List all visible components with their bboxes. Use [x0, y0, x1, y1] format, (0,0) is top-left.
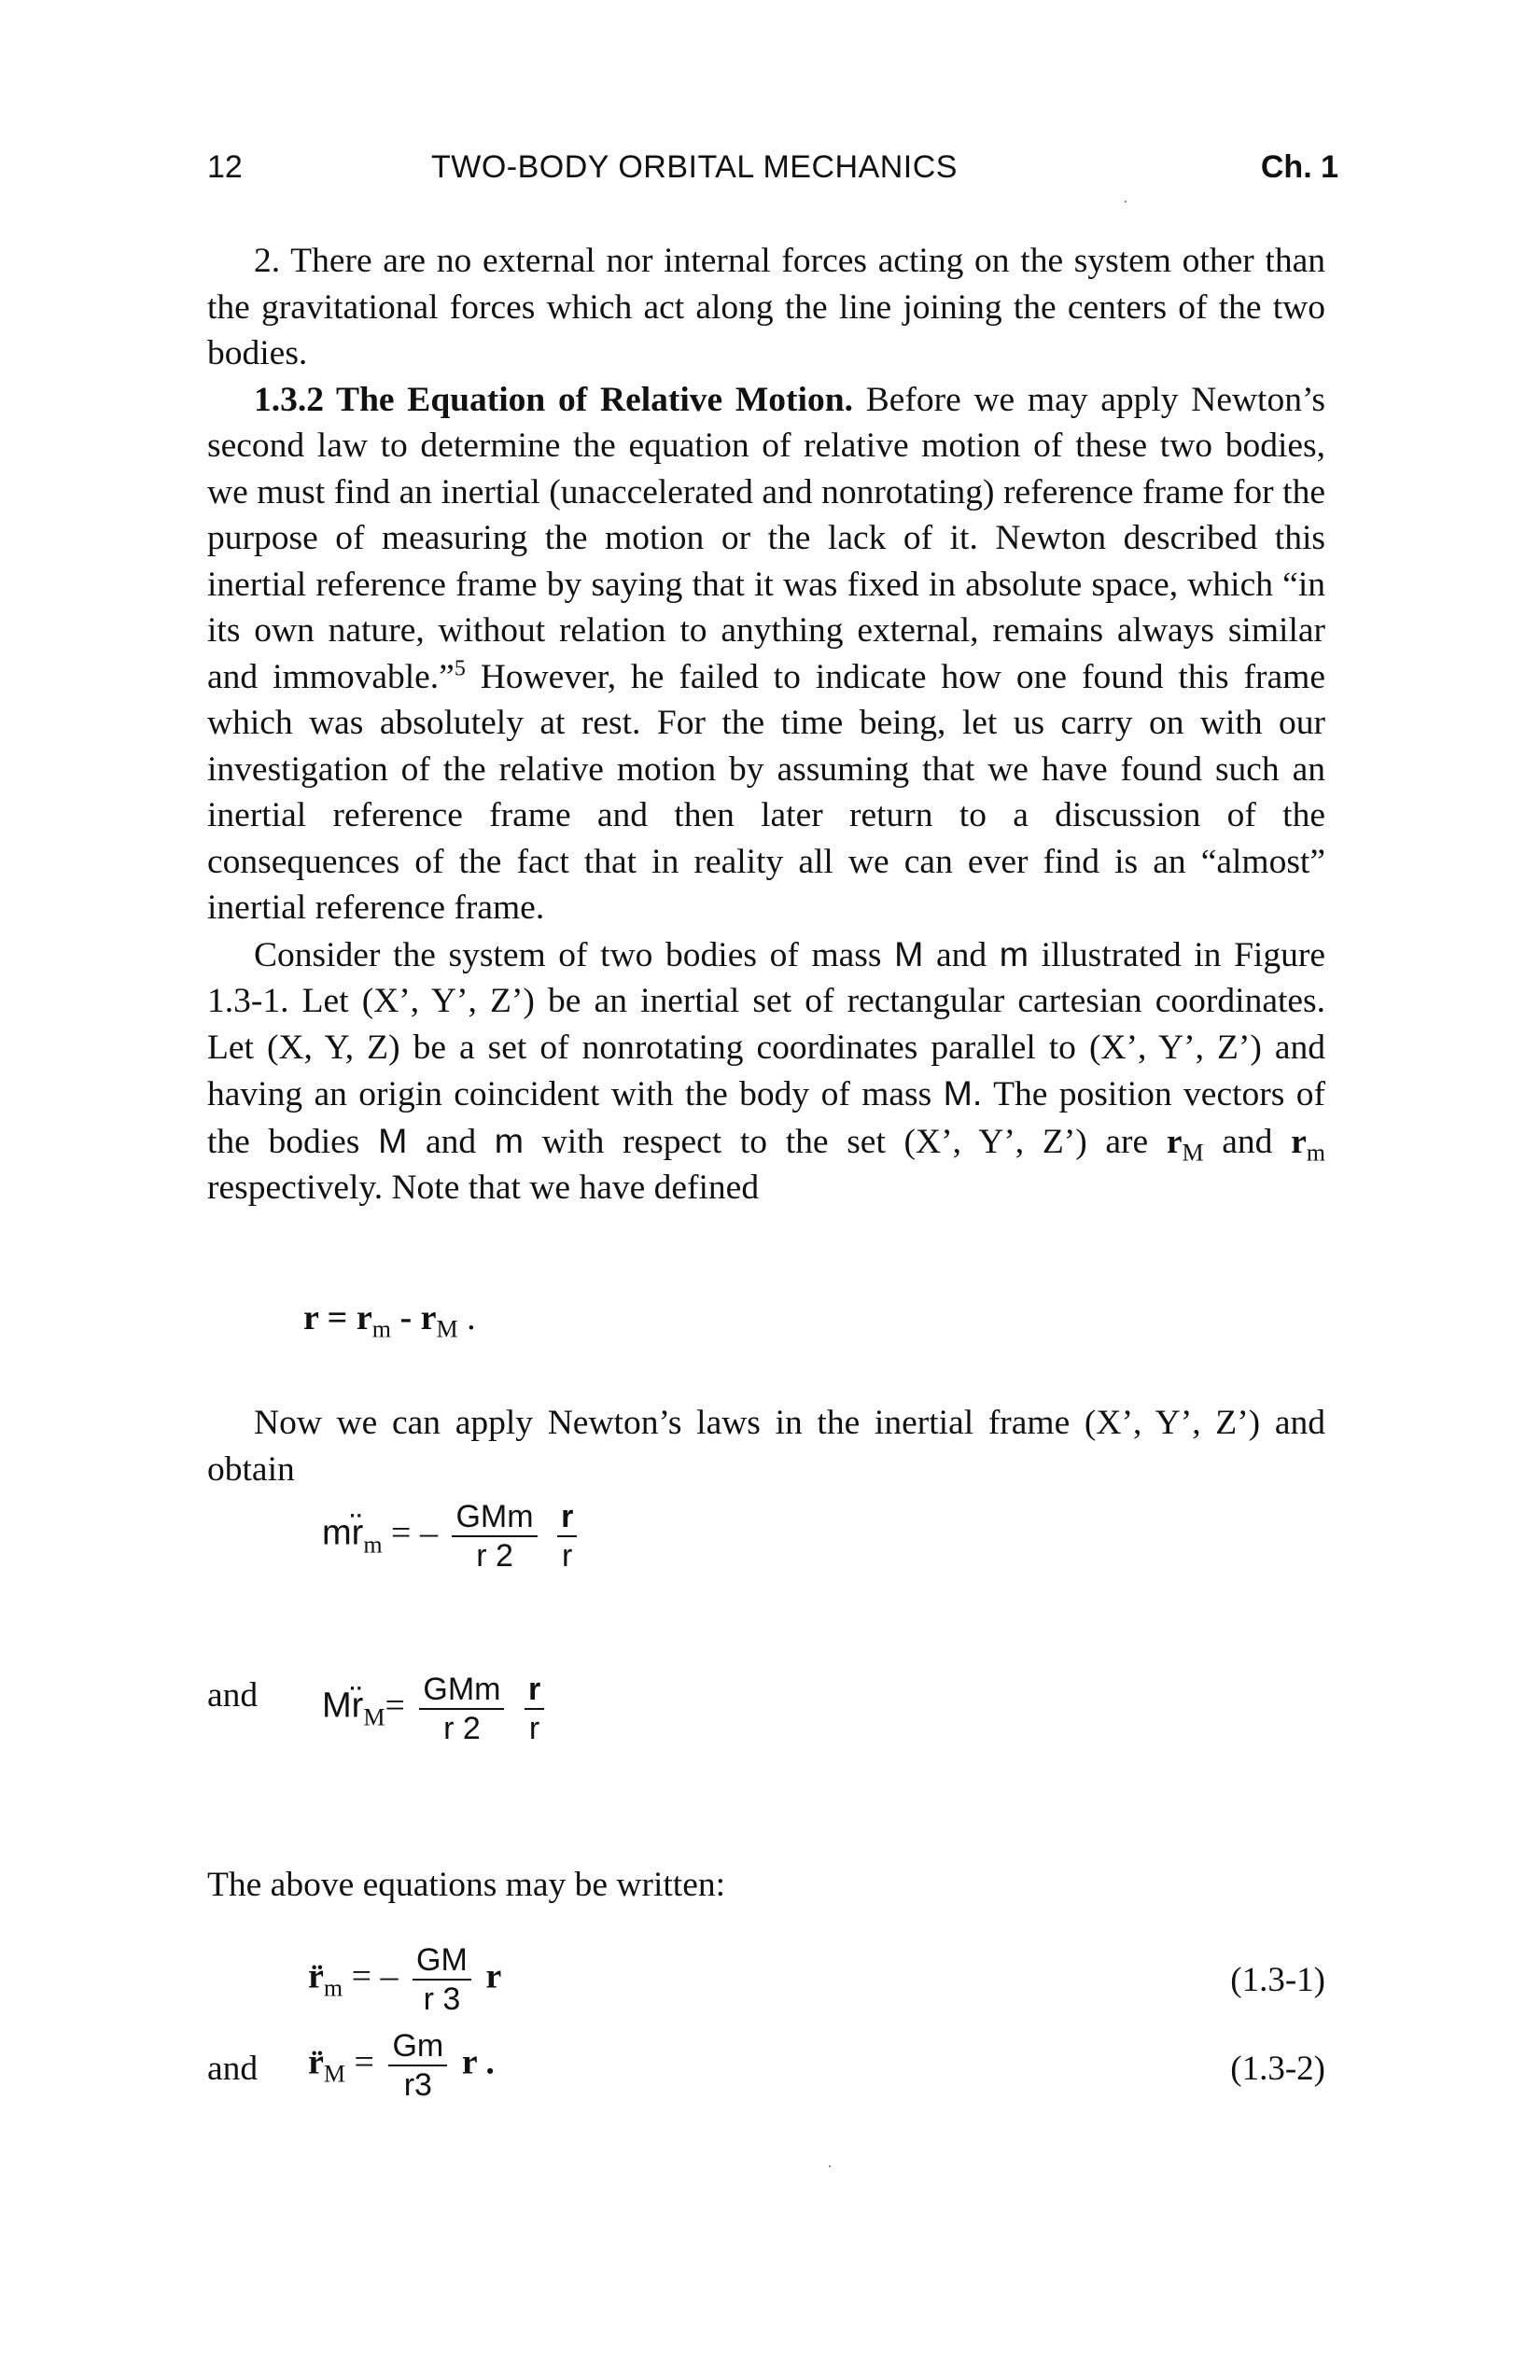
paragraph-text: However, he failed to indicate how one found this frame which was absolutely at rest. For the time being, let us carry on with our investigation of the relative motion by assuming that we have found such an inertial reference frame and then later return to a discussion of the consequences of the fact that in reality all we can ever find is an “almost” inertial reference frame. — [207, 657, 1325, 927]
paragraph-rewritten: The above equations may be written: — [207, 1866, 726, 1904]
var-m: m — [494, 1120, 525, 1160]
page-number: 12 — [207, 149, 243, 185]
chapter-label: Ch. 1 — [1260, 149, 1338, 185]
equation-1-3-1: $r̈_m$ = – $\frac{GM}{r 3}$ r — [308, 1942, 502, 2017]
and-label: and — [207, 2050, 259, 2088]
running-header — [207, 149, 1338, 196]
var-M: M — [894, 933, 924, 973]
body-text-3 — [207, 1862, 1325, 1909]
paragraph-newtons-laws: Now we can apply Newton’s laws in the inertial frame (X’, Y’, Z’) and obtain — [207, 1404, 1325, 1489]
equation-number: (1.3-1) — [1230, 1961, 1325, 1999]
var-m: m — [999, 933, 1029, 973]
equation-1-3-2: $r̈_M$ = $\frac{Gm}{r3}$ r . — [308, 2028, 495, 2103]
vector-rM: r — [1166, 1122, 1183, 1161]
fraction: $\frac{Gm}{r3}$ — [388, 2027, 447, 2104]
running-title: TWO-BODY ORBITAL MECHANICS — [431, 149, 958, 185]
fraction: $\frac{\text{GMm}}{r 2}$ — [452, 1498, 537, 1575]
body-text-2 — [207, 1400, 1325, 1492]
footnote-marker: 5 — [454, 656, 466, 680]
fraction: $\frac{GM}{r 3}$ — [413, 1941, 471, 2018]
paragraph-relative-motion — [207, 377, 1325, 931]
fraction: $\frac{r}{r}$ — [557, 1498, 577, 1575]
equation-M-accel: $Mr̈_M=$ $\frac{\text{GMm}}{r 2}$ $\frac{r}{r}$ — [322, 1671, 550, 1747]
scan-speck — [1125, 201, 1127, 203]
fraction: $\frac{r}{r}$ — [525, 1671, 544, 1747]
equation-number: (1.3-2) — [1230, 2050, 1325, 2088]
section-heading: 1.3.2 The Equation of Relative Motion. — [254, 380, 853, 419]
paragraph-text: Before we may apply Newton’s second law to determine the equation of relative motion of these two bodies, we must find an inertial (unaccelerated and nonrotating) reference frame for the purpose of measuring the motion or the lack of it. Newton described this inertial reference frame by saying that it was fixed in absolute space, which “in its own nature, without relation to anything external, remains always similar and immovable.” — [207, 380, 1325, 696]
equation-definition: $r = r_m - r_M$ . — [303, 1298, 476, 1343]
and-label: and — [207, 1676, 259, 1715]
var-M: M — [378, 1120, 408, 1160]
paragraph-assumption-2: 2. There are no external nor internal forces acting on the system other than the gravitational forces which act along the line joining the centers of the two bodies. — [207, 242, 1325, 372]
body-text — [207, 238, 1325, 1211]
vector-rm: r — [1291, 1122, 1307, 1161]
var-M: M. — [943, 1073, 983, 1113]
equation-m-accel: $mr̈_m$ = – $\frac{\text{GMm}}{r 2}$ $\frac{r}{r}$ — [322, 1498, 582, 1575]
fraction: $\frac{\text{GMm}}{r 2}$ — [419, 1671, 504, 1747]
paragraph-two-bodies: Consider the system of two bodies of mass M and m illustrated in Figure 1.3-1. Let (X’, Y’, Z’) be an inertial set of rectangular cartesian coordinates. Let (X, Y, Z) be a set of nonrotating coordinates parallel to (X’, Y’, Z’) and having an origin coincident with the body of mass M. The position vectors of the bodies M and m with respect to the set (X’, Y’, Z’) are $r_M$ and $r_m$ respectively. Note that we have defined — [207, 933, 1325, 1207]
scan-speck — [829, 2165, 831, 2167]
